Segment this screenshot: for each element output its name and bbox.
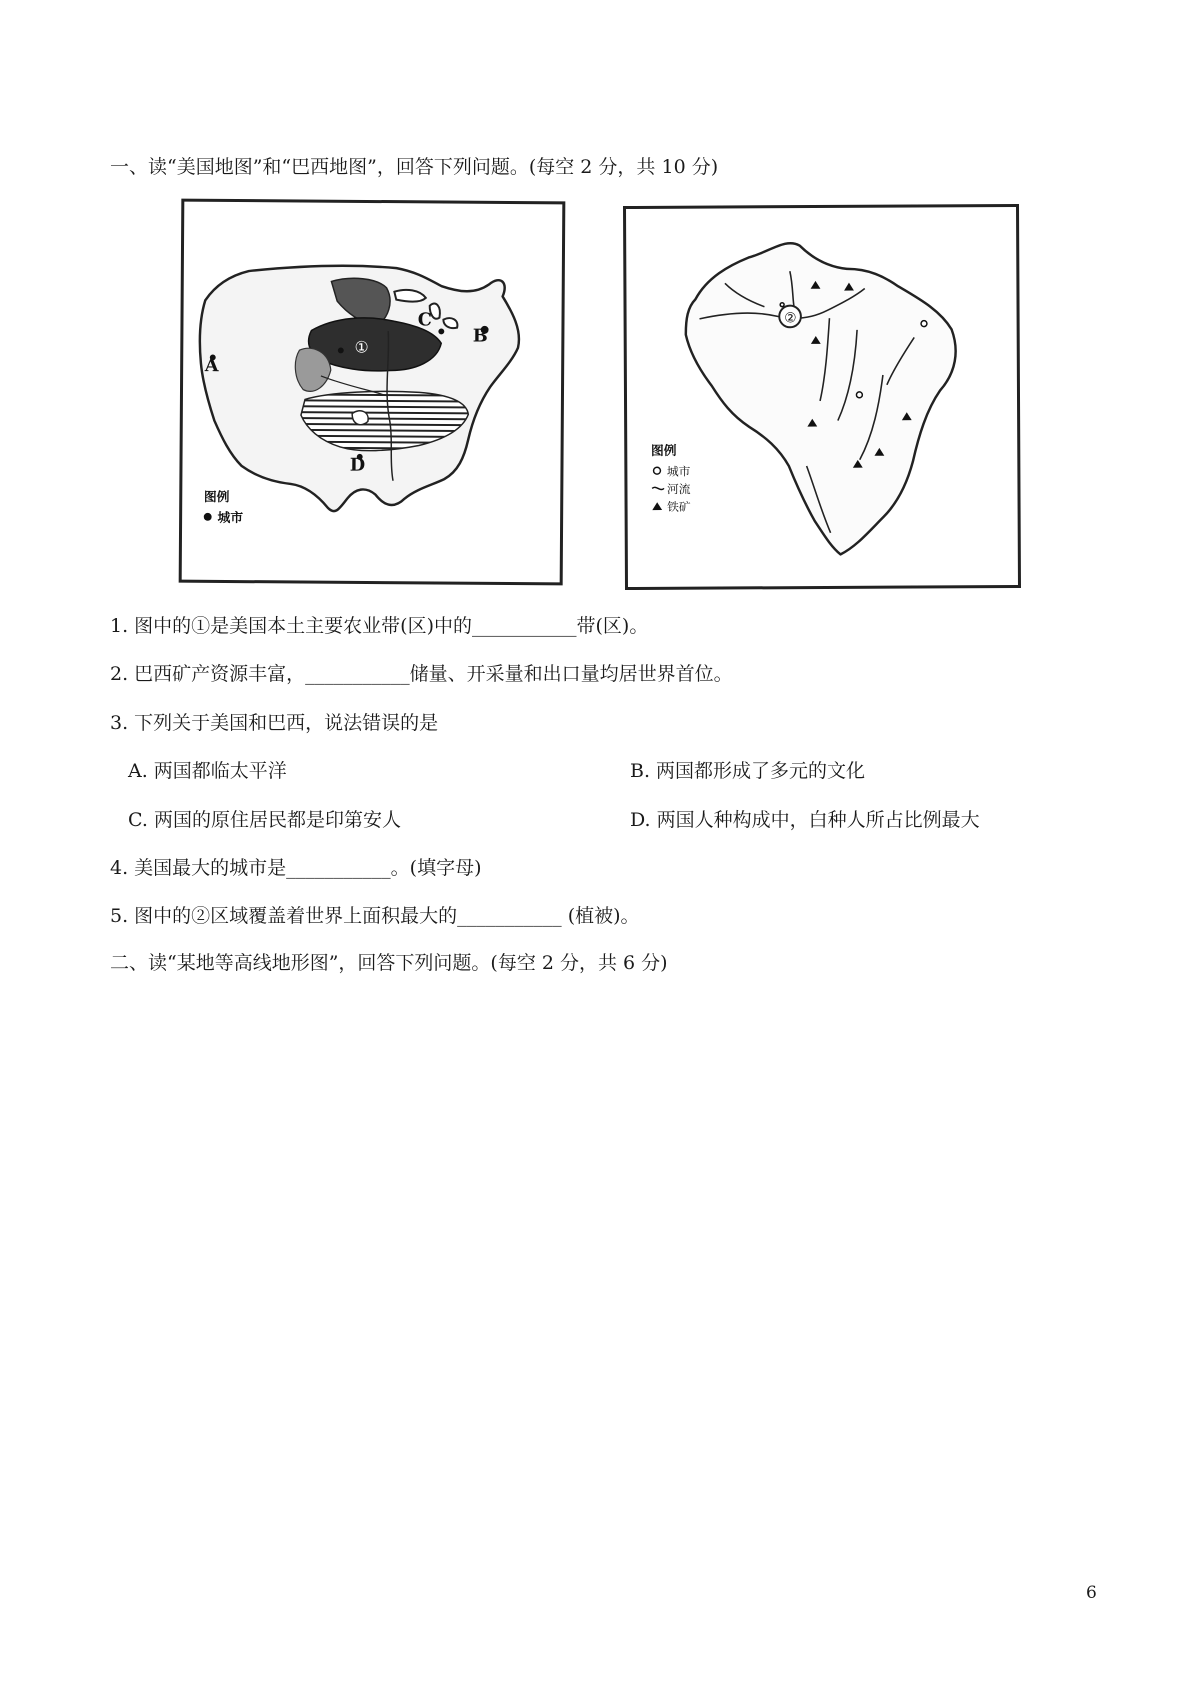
usa-label-b: B	[472, 325, 488, 347]
usa-label-1: ①	[354, 337, 369, 357]
brazil-legend-river: 河流	[666, 482, 691, 497]
question-3: 3. 下列关于美国和巴西，说法错误的是	[110, 712, 439, 734]
iron-ore-icon	[652, 502, 662, 510]
brazil-legend-title: 图例	[650, 443, 677, 459]
option-a: A. 两国都临太平洋	[128, 760, 287, 782]
option-d: D. 两国人种构成中，白种人所占比例最大	[630, 809, 980, 831]
river-icon	[652, 487, 664, 489]
usa-label-a: A	[204, 355, 219, 377]
question-5: 5. 图中的②区域覆盖着世界上面积最大的___________ (植被)。	[110, 905, 640, 927]
option-c: C. 两国的原住居民都是印第安人	[128, 809, 401, 831]
city-icon	[654, 467, 661, 474]
option-b: B. 两国都形成了多元的文化	[630, 760, 866, 782]
city-icon	[204, 513, 212, 521]
page-number: 6	[1086, 1583, 1097, 1603]
usa-map	[179, 199, 566, 586]
usa-legend-city: 城市	[217, 510, 244, 527]
brazil-label-2: ②	[784, 310, 797, 327]
usa-legend-title: 图例	[203, 490, 230, 506]
question-2: 2. 巴西矿产资源丰富，___________储量、开采量和出口量均居世界首位。	[110, 663, 733, 685]
brazil-map	[623, 204, 1021, 590]
section2-heading: 二、读“某地等高线地形图”，回答下列问题。(每空 2 分，共 6 分)	[110, 952, 668, 974]
section1-heading: 一、读“美国地图”和“巴西地图”，回答下列问题。(每空 2 分，共 10 分)	[110, 156, 719, 178]
usa-label-c: C	[417, 309, 432, 331]
brazil-legend-iron: 铁矿	[667, 499, 691, 515]
usa-label-d: D	[349, 454, 366, 476]
question-1: 1. 图中的①是美国本土主要农业带(区)中的___________带(区)。	[110, 615, 649, 637]
question-4: 4. 美国最大的城市是___________。(填字母)	[110, 857, 482, 879]
brazil-legend-city: 城市	[666, 464, 691, 479]
